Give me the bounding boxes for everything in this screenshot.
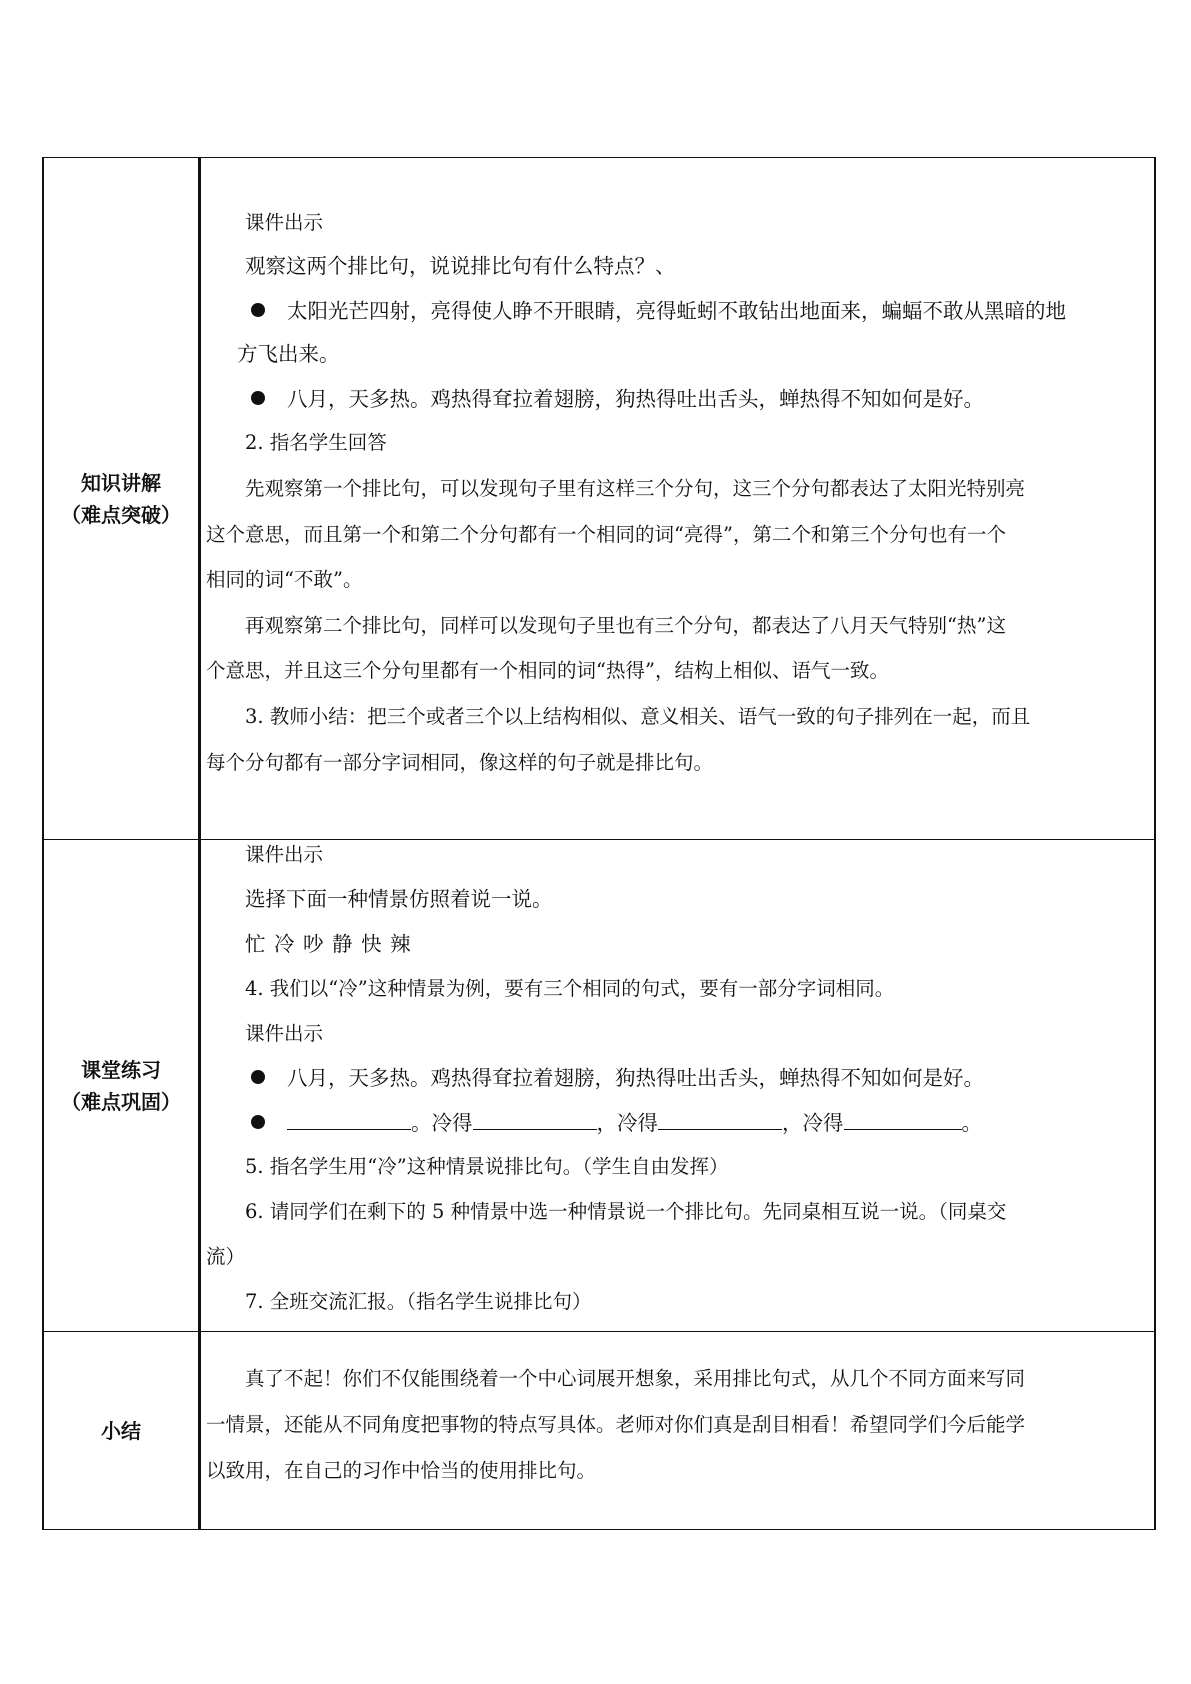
text-line: 以致用，在自己的习作中恰当的使用排比句。: [206, 1459, 597, 1482]
text-line: 流）: [206, 1245, 246, 1268]
bullet-icon: [251, 1070, 265, 1084]
text-line: 5. 指名学生用“冷”这种情景说排比句。（学生自由发挥）: [245, 1155, 729, 1178]
content-knowledge: [200, 158, 1156, 840]
text-line: 方飞出来。: [237, 342, 340, 366]
bullet-icon: [251, 303, 265, 317]
fill-in-line: [251, 1109, 982, 1136]
bullet-line: [251, 386, 984, 412]
text-line: 选择下面一种情景仿照着说一说。: [245, 887, 553, 911]
row-practice: [43, 840, 1155, 1332]
text-line: 6. 请同学们在剩下的 5 种情景中选一种情景说一个排比句。先同桌相互说一说。（同桌交: [245, 1200, 1007, 1223]
text-line: 一情景，还能从不同角度把事物的特点写具体。老师对你们真是刮目相看！希望同学们今后能学: [206, 1413, 1026, 1436]
text-line: 再观察第二个排比句，同样可以发现句子里也有三个分句，都表达了八月天气特别“热”这: [245, 614, 1006, 637]
label-summary-line1: 小结: [101, 1418, 141, 1443]
label-practice-line1: 课堂练习: [81, 1057, 161, 1082]
text-line: 每个分句都有一部分字词相同，像这样的句子就是排比句。: [206, 751, 714, 774]
text-line: 4. 我们以“冷”这种情景为例，要有三个相同的句式，要有一部分字词相同。: [245, 977, 895, 1000]
text-line: 个意思，并且这三个分句里都有一个相同的词“热得”，结构上相似、语气一致。: [206, 659, 889, 682]
fill-in-text: 。: [961, 1111, 982, 1135]
bullet-text: 八月，天多热。鸡热得耷拉着翅膀，狗热得吐出舌头，蝉热得不知如何是好。: [287, 387, 984, 411]
bullet-icon: [251, 1115, 265, 1129]
bullet-text: 太阳光芒四射，亮得使人睁不开眼睛，亮得蚯蚓不敢钻出地面来，蝙蝠不敢从黑暗的地: [287, 299, 1066, 323]
text-line: 忙 冷 吵 静 快 辣: [245, 932, 412, 956]
bullet-text: 八月，天多热。鸡热得耷拉着翅膀，狗热得吐出舌头，蝉热得不知如何是好。: [287, 1066, 984, 1090]
bullet-line: [251, 298, 1066, 324]
blank-2: [473, 1109, 597, 1130]
row-summary: [43, 1332, 1155, 1530]
text-line: 真了不起！你们不仅能围绕着一个中心词展开想象，采用排比句式，从几个不同方面来写同: [245, 1367, 1026, 1390]
text-line: 这个意思，而且第一个和第二个分句都有一个相同的词“亮得”，第二个和第三个分句也有一个: [206, 523, 1006, 546]
blank-1: [287, 1109, 411, 1130]
blank-3: [658, 1109, 782, 1130]
content-practice: [200, 840, 1156, 1332]
text-line: 课件出示: [245, 1022, 324, 1045]
bullet-line: [251, 1065, 984, 1091]
text-line: 相同的词“不敢”。: [206, 568, 363, 591]
label-knowledge: [43, 158, 200, 840]
blank-4: [844, 1109, 962, 1130]
text-line: 2. 指名学生回答: [245, 431, 387, 454]
row-knowledge: [43, 158, 1155, 840]
text-line: 先观察第一个排比句，可以发现句子里有这样三个分句，这三个分句都表达了太阳光特别亮: [245, 477, 1026, 500]
label-practice-line2: （难点巩固）: [61, 1089, 181, 1114]
fill-in-text: 。冷得: [411, 1111, 473, 1135]
text-line: 观察这两个排比句，说说排比句有什么特点？、: [245, 254, 676, 278]
fill-in-text: ，冷得: [782, 1111, 844, 1135]
bullet-icon: [251, 391, 265, 405]
label-practice: [43, 840, 200, 1332]
lesson-table: [42, 157, 1156, 1530]
fill-in-text: ，冷得: [596, 1111, 658, 1135]
text-line: 课件出示: [245, 843, 324, 866]
content-summary: [200, 1332, 1156, 1530]
label-knowledge-line2: （难点突破）: [61, 502, 181, 527]
text-line: 3. 教师小结：把三个或者三个以上结构相似、意义相关、语气一致的句子排列在一起，而且: [245, 705, 1031, 728]
text-line: 课件出示: [245, 211, 324, 234]
label-knowledge-line1: 知识讲解: [81, 470, 161, 495]
label-summary: [43, 1332, 200, 1530]
text-line: 7. 全班交流汇报。（指名学生说排比句）: [245, 1290, 592, 1313]
